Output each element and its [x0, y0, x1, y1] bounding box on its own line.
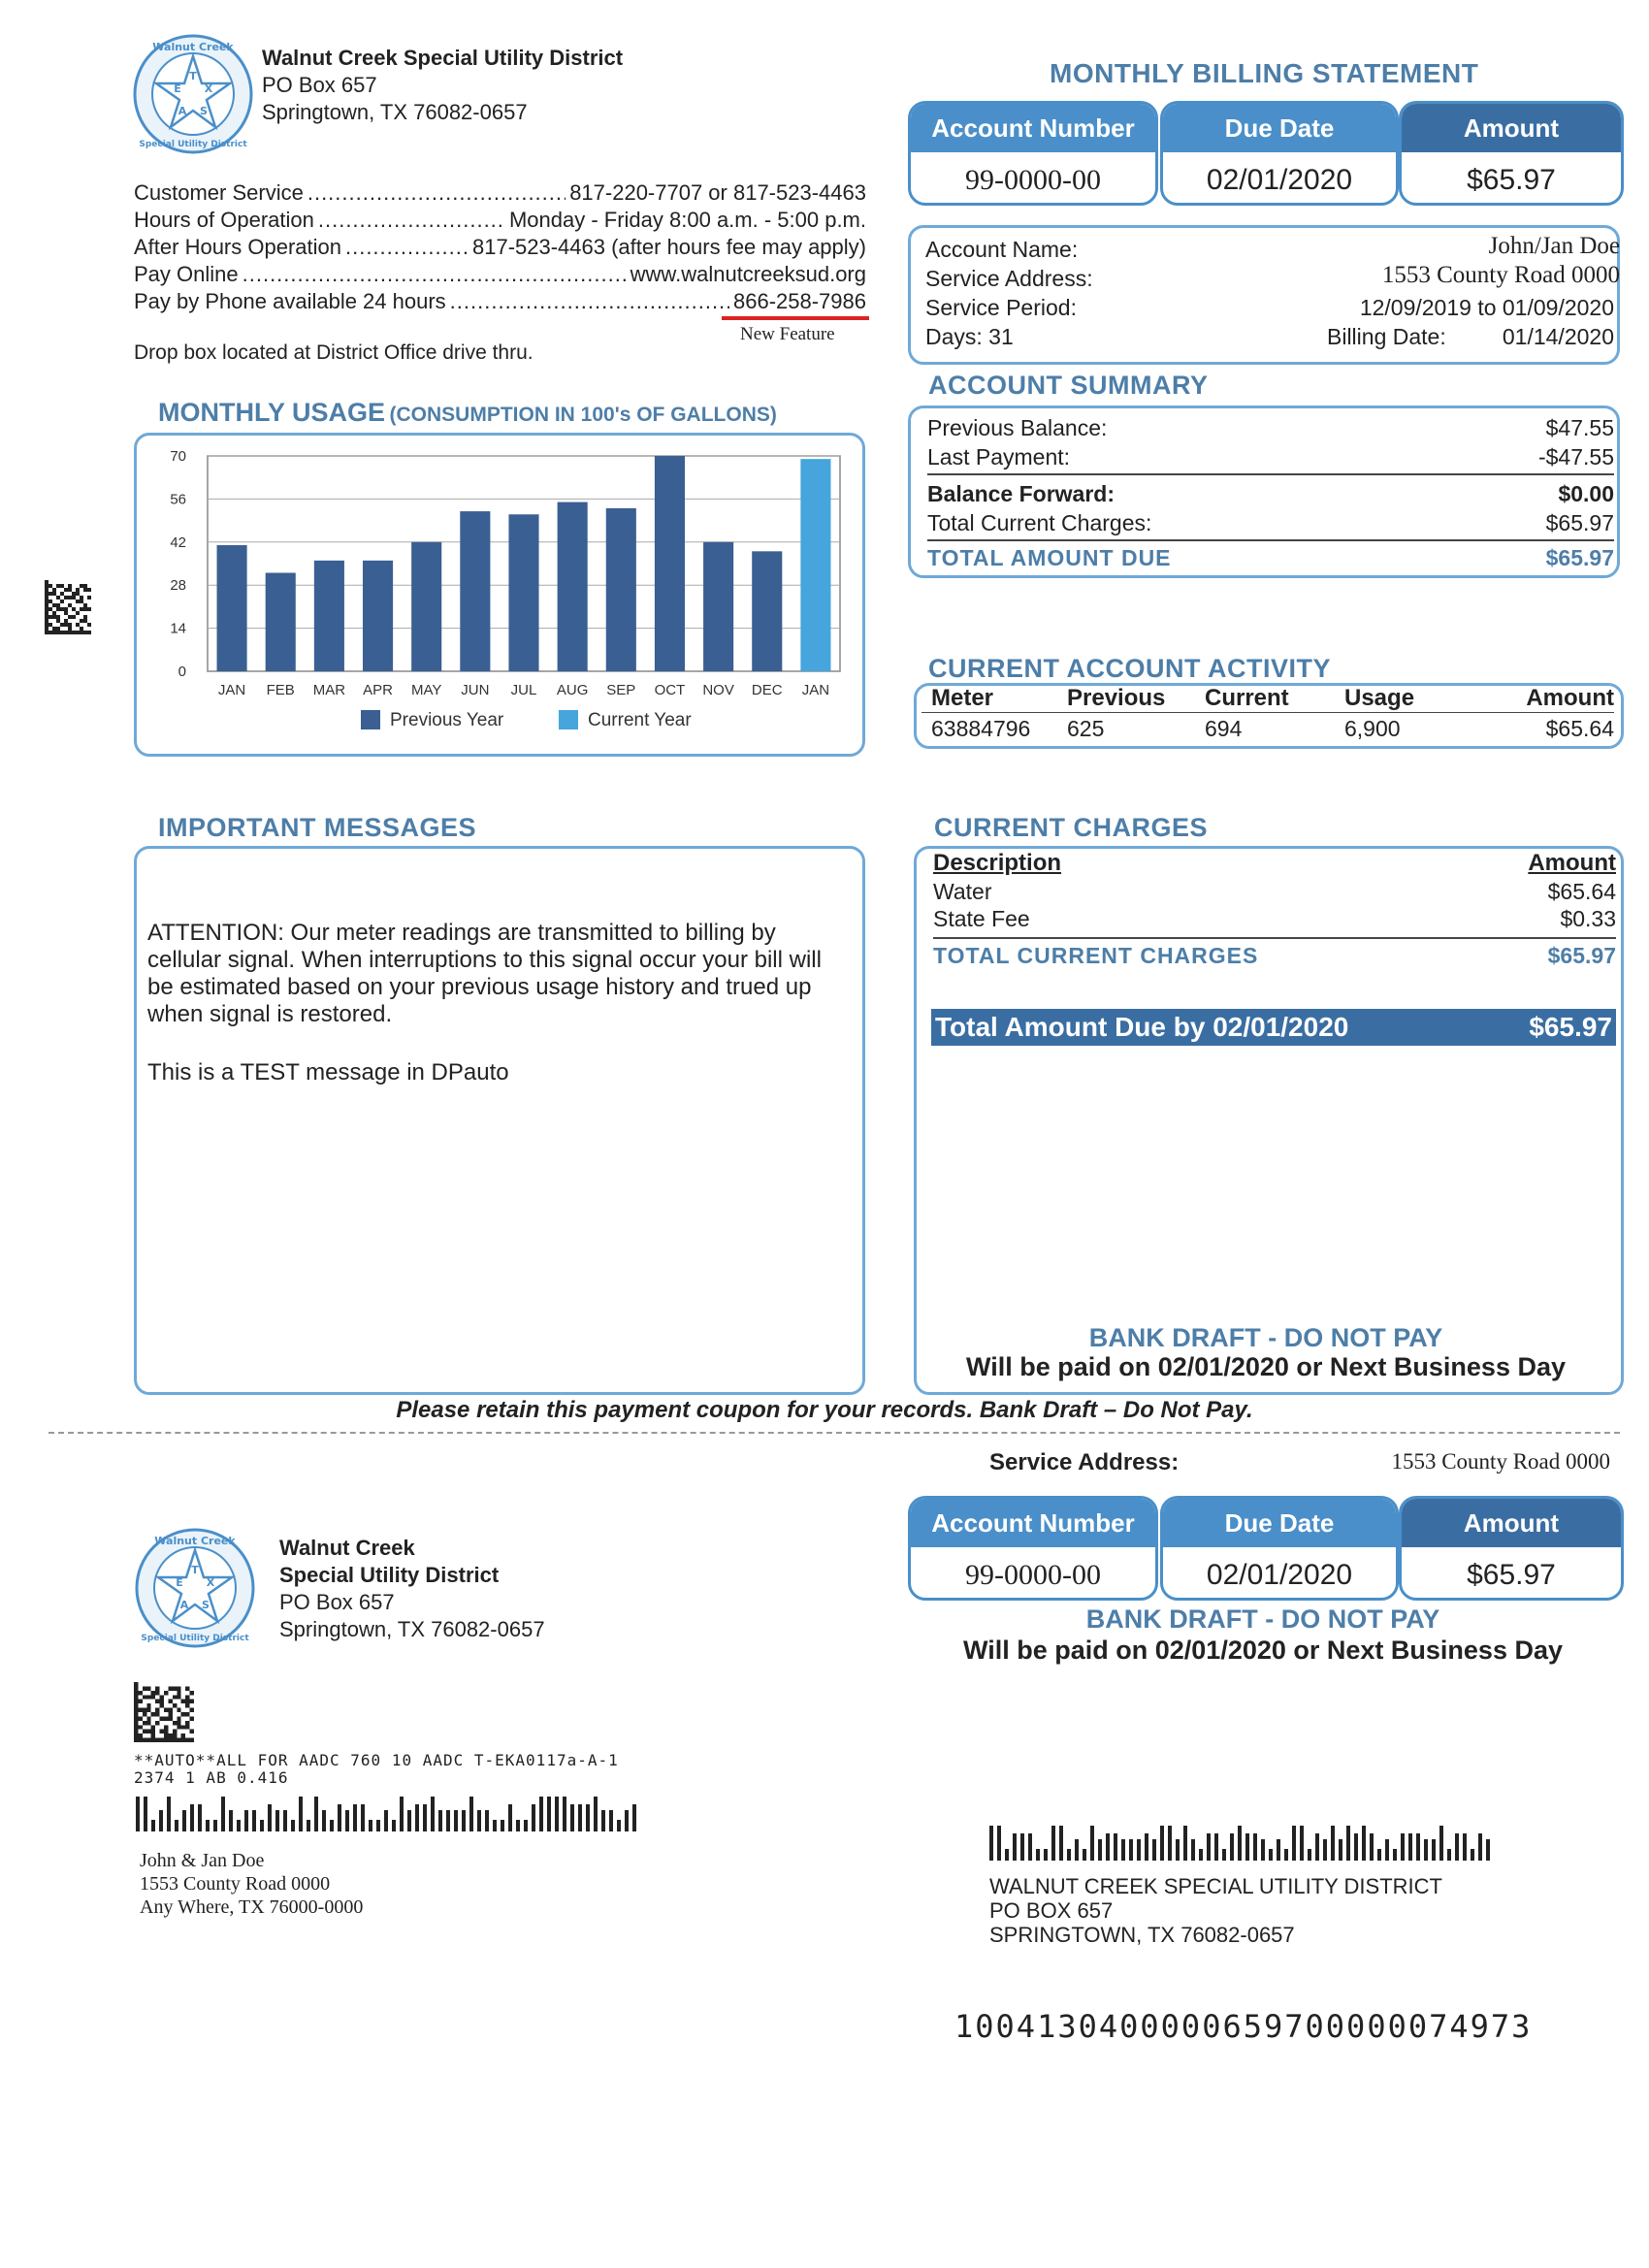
svg-text:A: A [178, 105, 187, 117]
y-tick-label: 70 [170, 448, 186, 465]
barcode-bar [1168, 1826, 1172, 1861]
barcode-bar [338, 1804, 341, 1831]
barcode-bar [384, 1810, 388, 1831]
last-payment: -$47.55 [1537, 444, 1614, 470]
coupon-amount-box: Amount $65.97 [1399, 1496, 1624, 1601]
contact-hours: Hours of Operation ..... Monday - Friday 8:00 a.m. - 5:00 p.m. [134, 208, 866, 233]
barcode-bar [314, 1797, 318, 1831]
usage-bar [558, 502, 588, 671]
barcode-bar [1013, 1833, 1017, 1861]
account-activity-title: CURRENT ACCOUNT ACTIVITY [928, 654, 1331, 683]
barcode-bar [213, 1820, 217, 1831]
barcode-bar [1207, 1833, 1211, 1861]
y-tick-label: 0 [178, 664, 186, 680]
barcode-bar [532, 1804, 535, 1831]
total-current-charges: $65.97 [1545, 510, 1614, 535]
usage-bar [460, 511, 490, 671]
coupon-district-address: Walnut Creek Special Utility District PO Box 657 Springtown, TX 76082-0657 [279, 1536, 545, 1641]
barcode-bar [578, 1804, 582, 1831]
x-tick-label: JAN [217, 682, 246, 698]
barcode-bar [1331, 1826, 1335, 1861]
barcode-bar [508, 1804, 512, 1831]
postal-barcode-customer [136, 1797, 636, 1831]
due-date-box [1160, 101, 1399, 206]
barcode-bar [1308, 1849, 1311, 1861]
usage-bar [752, 551, 782, 671]
cut-line [48, 1432, 1620, 1434]
barcode-bar [1137, 1839, 1141, 1861]
barcode-bar [400, 1797, 404, 1831]
usage-bar [655, 456, 685, 671]
barcode-bar [167, 1797, 171, 1831]
barcode-bar [1401, 1833, 1405, 1861]
svg-text:T: T [191, 1564, 199, 1576]
barcode-bar [1145, 1833, 1148, 1861]
state-fee: $0.33 [1560, 906, 1616, 931]
barcode-bar [1377, 1849, 1381, 1861]
barcode-bar [1424, 1839, 1428, 1861]
meter-previous: 625 [1067, 716, 1105, 741]
new-feature-note: New Feature [740, 324, 835, 344]
barcode-bar [1315, 1833, 1319, 1861]
coupon-account-number-box: Account Number 99-0000-00 [908, 1496, 1158, 1601]
barcode-bar [307, 1820, 310, 1831]
barcode-bar [1284, 1849, 1288, 1861]
barcode-bar [1214, 1833, 1218, 1861]
barcode-bar [1020, 1833, 1024, 1861]
service-days: Days: 31 [925, 324, 1014, 349]
barcode-bar [1160, 1826, 1164, 1861]
x-tick-label: NOV [702, 682, 734, 698]
barcode-bar [1253, 1833, 1257, 1861]
coupon-district-logo [134, 1527, 256, 1649]
drop-box-note: Drop box located at District Office drive thru. [134, 341, 534, 364]
coupon-service-address: 1553 County Road 0000 [1391, 1449, 1610, 1474]
postal-barcode-remit [989, 1826, 1490, 1861]
usage-bar [800, 459, 830, 671]
x-tick-label: JUN [461, 682, 490, 698]
x-tick-label: FEB [266, 682, 295, 698]
barcode-bar [275, 1810, 279, 1831]
due-date-value: 02/01/2020 [1206, 164, 1353, 196]
barcode-bar [632, 1804, 636, 1831]
barcode-bar [601, 1810, 605, 1831]
barcode-bar [446, 1810, 450, 1831]
amount-box [1399, 101, 1624, 206]
barcode-bar [609, 1810, 613, 1831]
charges-amount-header: Amount [1528, 850, 1616, 876]
account-number-box [908, 101, 1158, 206]
barcode-bar [136, 1797, 140, 1831]
barcode-bar [1183, 1826, 1187, 1861]
svg-text:X: X [204, 82, 213, 95]
account-summary-title: ACCOUNT SUMMARY [928, 371, 1209, 400]
barcode-bar [469, 1797, 473, 1831]
barcode-bar [1129, 1839, 1133, 1861]
payment-scanline: 1004130400000659700000074973 [954, 2008, 1533, 2045]
barcode-bar [1300, 1826, 1304, 1861]
barcode-bar [1478, 1833, 1482, 1861]
barcode-bar [1036, 1849, 1040, 1861]
barcode-bar [1463, 1833, 1467, 1861]
meter-amount: $65.64 [1545, 716, 1614, 741]
district-logo [132, 33, 254, 155]
statement-title: MONTHLY BILLING STATEMENT [1050, 58, 1479, 88]
usage-chart [136, 435, 859, 751]
barcode-bar [1230, 1833, 1234, 1861]
barcode-bar [353, 1804, 357, 1831]
logo-text-top: Walnut Creek [152, 41, 234, 53]
barcode-bar [1416, 1833, 1420, 1861]
barcode-bar [1067, 1849, 1071, 1861]
barcode-bar [330, 1820, 334, 1831]
barcode-bar [586, 1804, 590, 1831]
previous-balance: $47.55 [1545, 415, 1614, 440]
y-tick-label: 56 [170, 491, 186, 508]
barcode-bar [1051, 1826, 1055, 1861]
barcode-bar [291, 1820, 295, 1831]
usage-bar [217, 545, 247, 671]
water-charge: $65.64 [1547, 879, 1616, 904]
barcode-bar [501, 1820, 504, 1831]
mail-routing-code: **AUTO**ALL FOR AADC 760 10 AADC T-EKA0117a-A-1 2374 1 AB 0.416 [134, 1751, 619, 1787]
svg-text:X: X [206, 1576, 215, 1589]
barcode-bar [1222, 1849, 1226, 1861]
barcode-bar [617, 1820, 621, 1831]
barcode-bar [1114, 1833, 1117, 1861]
barcode-bar [415, 1804, 419, 1831]
total-due-banner: Total Amount Due by 02/01/2020 $65.97 [931, 1009, 1616, 1046]
barcode-bar [175, 1820, 178, 1831]
barcode-bar [516, 1820, 520, 1831]
svg-text:E: E [174, 82, 181, 95]
barcode-bar [1292, 1826, 1296, 1861]
x-tick-label: OCT [654, 682, 686, 698]
barcode-bar [1106, 1833, 1110, 1861]
barcode-bar [1323, 1839, 1327, 1861]
barcode-bar [322, 1810, 326, 1831]
barcode-bar [268, 1804, 272, 1831]
usage-bar [703, 542, 733, 671]
due-date-label: Due Date [1163, 104, 1396, 152]
barcode-bar [345, 1810, 349, 1831]
y-tick-label: 42 [170, 534, 186, 551]
barcode-bar [1176, 1839, 1180, 1861]
barcode-bar [1471, 1849, 1474, 1861]
barcode-bar [252, 1810, 256, 1831]
x-tick-label: APR [363, 682, 393, 698]
side-matrix-code [45, 580, 91, 634]
logo-text-bottom: Special Utility District [139, 140, 247, 149]
barcode-bar [151, 1820, 155, 1831]
message-test: This is a TEST message in DPauto [147, 1059, 509, 1085]
barcode-bar [182, 1810, 186, 1831]
barcode-bar [299, 1797, 303, 1831]
svg-text:S: S [202, 1599, 210, 1611]
barcode-bar [190, 1804, 194, 1831]
barcode-bar [1238, 1826, 1242, 1861]
customer-mailing-address: John & Jan Doe 1553 County Road 0000 Any Where, TX 76000-0000 [140, 1850, 364, 1918]
x-tick-label: MAR [312, 682, 346, 698]
x-tick-label: JAN [801, 682, 830, 698]
x-tick-label: MAY [410, 682, 442, 698]
y-tick-label: 14 [170, 620, 186, 637]
barcode-bar [1432, 1839, 1436, 1861]
remit-address: WALNUT CREEK SPECIAL UTILITY DISTRICT PO BOX 657 SPRINGTOWN, TX 76082-0657 [989, 1874, 1442, 1947]
barcode-bar [221, 1797, 225, 1831]
barcode-bar [1083, 1849, 1086, 1861]
service-address: 1553 County Road 0000 [1381, 262, 1620, 288]
x-tick-label: AUG [556, 682, 589, 698]
important-messages-title: IMPORTANT MESSAGES [158, 813, 477, 842]
coupon-matrix-code [134, 1682, 194, 1742]
barcode-bar [144, 1797, 147, 1831]
x-tick-label: JUL [510, 682, 537, 698]
barcode-bar [206, 1820, 210, 1831]
usage-title: MONTHLY USAGE (CONSUMPTION IN 100's OF GALLONS) [158, 398, 777, 427]
barcode-bar [524, 1820, 528, 1831]
barcode-bar [1199, 1849, 1203, 1861]
barcode-bar [477, 1810, 481, 1831]
barcode-bar [198, 1804, 202, 1831]
barcode-bar [485, 1810, 489, 1831]
barcode-bar [1447, 1849, 1451, 1861]
barcode-bar [1408, 1833, 1412, 1861]
barcode-bar [493, 1820, 497, 1831]
barcode-bar [392, 1820, 396, 1831]
usage-bar [314, 561, 344, 671]
charges-total: $65.97 [1547, 943, 1616, 968]
barcode-bar [1354, 1833, 1358, 1861]
svg-text:Walnut Creek: Walnut Creek [154, 1535, 236, 1547]
barcode-bar [1261, 1839, 1265, 1861]
contact-customer-service: Customer Service ..... 817-220-7707 or 817-523-4463 [134, 180, 866, 206]
barcode-bar [1277, 1839, 1280, 1861]
y-tick-label: 28 [170, 577, 186, 595]
meter-current: 694 [1205, 716, 1243, 741]
retain-coupon-note: Please retain this payment coupon for your records. Bank Draft – Do Not Pay. [396, 1397, 1253, 1423]
barcode-bar [1005, 1849, 1009, 1861]
x-tick-label: SEP [606, 682, 636, 698]
pay-online-link[interactable]: www.walnutcreeksud.org [630, 262, 866, 286]
district-name: Walnut Creek Special Utility District [262, 46, 624, 70]
svg-text:E: E [176, 1576, 183, 1589]
bank-draft-note: Will be paid on 02/01/2020 or Next Business Day [966, 1352, 1566, 1381]
underline-mark [722, 316, 869, 320]
barcode-bar [438, 1810, 442, 1831]
usage-bar [411, 542, 441, 671]
bank-draft-title: BANK DRAFT - DO NOT PAY [1088, 1323, 1443, 1352]
barcode-bar [1269, 1849, 1273, 1861]
barcode-bar [260, 1820, 264, 1831]
svg-text:Special Utility District: Special Utility District [141, 1634, 249, 1643]
barcode-bar [625, 1810, 629, 1831]
barcode-bar [1121, 1839, 1125, 1861]
barcode-bar [997, 1826, 1001, 1861]
legend-swatch [361, 710, 380, 729]
coupon-due-date-box: Due Date 02/01/2020 [1160, 1496, 1399, 1601]
billing-date: 01/14/2020 [1502, 324, 1614, 349]
barcode-bar [1385, 1839, 1389, 1861]
barcode-bar [563, 1797, 566, 1831]
barcode-bar [376, 1820, 380, 1831]
barcode-bar [1075, 1839, 1079, 1861]
contact-pay-phone: Pay by Phone available 24 hours ..... 866-258-7986 [134, 289, 866, 314]
account-number-label: Account Number [911, 104, 1155, 152]
usage-bar [606, 508, 636, 671]
barcode-bar [454, 1810, 458, 1831]
district-address: Walnut Creek Special Utility District PO Box 657 Springtown, TX 76082-0657 [262, 46, 624, 124]
x-tick-label: DEC [751, 682, 783, 698]
barcode-bar [539, 1797, 543, 1831]
account-name: John/Jan Doe [1488, 233, 1620, 259]
legend-label: Previous Year [390, 710, 504, 730]
barcode-bar [361, 1804, 365, 1831]
barcode-bar [1486, 1839, 1490, 1861]
usage-bar [508, 514, 538, 671]
barcode-bar [1191, 1839, 1195, 1861]
barcode-bar [1339, 1839, 1342, 1861]
barcode-bar [229, 1810, 233, 1831]
coupon-bank-draft-note: Will be paid on 02/01/2020 or Next Business Day [963, 1636, 1563, 1665]
barcode-bar [369, 1820, 372, 1831]
barcode-bar [159, 1810, 163, 1831]
account-number-value: 99-0000-00 [965, 164, 1101, 196]
current-charges-title: CURRENT CHARGES [934, 813, 1209, 842]
barcode-bar [423, 1804, 427, 1831]
barcode-bar [1393, 1849, 1397, 1861]
total-due-amount: $65.97 [1529, 1012, 1612, 1042]
barcode-bar [237, 1820, 241, 1831]
coupon-amount: $65.97 [1467, 1559, 1556, 1591]
usage-bar [266, 573, 296, 671]
coupon-account-number: 99-0000-00 [965, 1559, 1101, 1591]
balance-forward: $0.00 [1558, 481, 1614, 506]
barcode-bar [989, 1826, 993, 1861]
barcode-bar [1362, 1826, 1366, 1861]
message-attention: ATTENTION: Our meter readings are transmitted to billing by cellular signal. When interruptions to this signal occur your bill will be estimated based on your previous usage history and trued up when signal is restored. [147, 920, 822, 1027]
barcode-bar [1028, 1833, 1032, 1861]
barcode-bar [407, 1810, 411, 1831]
barcode-bar [555, 1797, 559, 1831]
coupon-due-date: 02/01/2020 [1206, 1559, 1353, 1591]
barcode-bar [1152, 1839, 1156, 1861]
barcode-bar [244, 1810, 248, 1831]
pay-phone-number: 866-258-7986 [732, 289, 866, 313]
barcode-bar [1245, 1833, 1249, 1861]
barcode-bar [1090, 1826, 1094, 1861]
barcode-bar [462, 1810, 466, 1831]
charges-description-header: Description [933, 850, 1062, 876]
contact-after-hours: After Hours Operation ..... 817-523-4463 (after hours fee may apply) [134, 235, 866, 260]
svg-text:T: T [189, 70, 197, 82]
barcode-bar [283, 1810, 287, 1831]
amount-label: Amount [1402, 104, 1621, 152]
service-period: 12/09/2019 to 01/09/2020 [1359, 295, 1614, 320]
usage-bar [363, 561, 393, 671]
coupon-bank-draft-title: BANK DRAFT - DO NOT PAY [1085, 1604, 1440, 1634]
barcode-bar [594, 1797, 598, 1831]
barcode-bar [1044, 1849, 1048, 1861]
meter-usage: 6,900 [1344, 716, 1401, 741]
barcode-bar [1098, 1839, 1102, 1861]
svg-text:S: S [200, 105, 208, 117]
svg-text:A: A [179, 1599, 189, 1611]
meter-number: 63884796 [931, 716, 1031, 741]
barcode-bar [1370, 1833, 1374, 1861]
barcode-bar [1455, 1833, 1459, 1861]
barcode-bar [547, 1797, 551, 1831]
contact-pay-online: Pay Online ..... www.walnutcreeksud.org [134, 262, 866, 287]
amount-value: $65.97 [1467, 164, 1556, 196]
barcode-bar [431, 1797, 435, 1831]
barcode-bar [1439, 1826, 1443, 1861]
legend-swatch [559, 710, 578, 729]
barcode-bar [1346, 1826, 1350, 1861]
total-amount-due: $65.97 [1545, 545, 1614, 570]
barcode-bar [570, 1804, 574, 1831]
legend-label: Current Year [588, 710, 692, 730]
barcode-bar [1059, 1826, 1063, 1861]
